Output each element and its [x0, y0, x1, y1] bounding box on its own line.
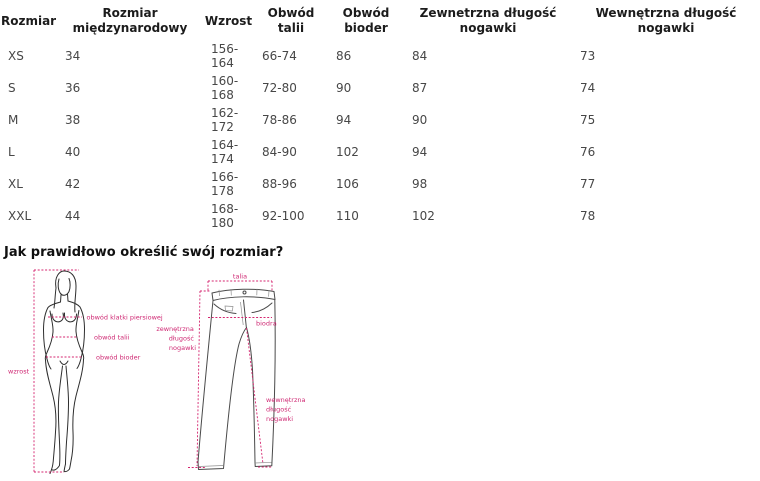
table-cell: 106: [336, 177, 359, 191]
column-header-wzrost: Wzrost: [204, 13, 253, 28]
measurement-diagram-svg: [0, 262, 760, 481]
measurement-diagram: [0, 262, 760, 481]
torso-right: [76, 311, 84, 360]
inner-length-label-line3: nogawki: [266, 415, 294, 423]
waist-label: obwód talii: [94, 333, 130, 342]
table-cell: 78-86: [262, 113, 297, 127]
table-cell: 162-172: [211, 106, 239, 134]
table-cell: 92-100: [262, 209, 305, 223]
table-cell: 168-180: [211, 202, 239, 230]
face-outline: [58, 279, 70, 296]
table-row-l: [0, 136, 760, 168]
inner-length-label-line2: długość: [266, 405, 292, 414]
table-header-row: [0, 2, 760, 40]
crotch-line: [60, 361, 68, 365]
height-label: wzrost: [8, 367, 30, 376]
right-leg-inner: [66, 366, 69, 464]
right-foot: [64, 464, 70, 472]
table-cell: 38: [65, 113, 81, 127]
table-cell: 102: [412, 209, 435, 223]
table-cell: M: [8, 113, 19, 127]
left-leg-outer: [46, 360, 56, 474]
table-cell: L: [8, 145, 15, 159]
table-cell: 77: [580, 177, 596, 191]
table-cell: 84: [412, 49, 428, 63]
left-leg-inner: [58, 366, 62, 465]
table-cell: 166-178: [211, 170, 239, 198]
table-cell: XL: [8, 177, 23, 191]
torso-left: [45, 311, 53, 360]
pants-sketch: [198, 289, 275, 470]
table-cell: S: [8, 81, 16, 95]
table-cell: 66-74: [262, 49, 297, 63]
table-cell: 90: [412, 113, 428, 127]
inner-length-label-line1: wewnętrzna: [266, 396, 306, 404]
inner-length-label: [266, 396, 308, 423]
table-cell: 36: [65, 81, 81, 95]
pants-measurements: [156, 273, 307, 468]
table-cell: 88-96: [262, 177, 297, 191]
table-cell: 74: [580, 81, 596, 95]
left-leg-outline: [198, 301, 247, 470]
hair-left: [54, 288, 56, 308]
column-header-zewnetrzna-dlugosc: Zewnetrzna długość nogawki: [419, 6, 557, 35]
table-cell: 110: [336, 209, 359, 223]
table-cell: 40: [65, 145, 81, 159]
column-header-wewnetrzna-dlugosc: Wewnętrzna długość nogawki: [595, 6, 737, 35]
right-leg-outer: [70, 360, 84, 470]
table-cell: 73: [580, 49, 596, 63]
table-cell: 94: [336, 113, 352, 127]
section-heading: Jak prawidłowo określić swój rozmiar?: [4, 245, 284, 260]
waist-button: [243, 291, 246, 294]
table-cell: 98: [412, 177, 428, 191]
table-cell: 90: [336, 81, 352, 95]
size-table: [0, 2, 760, 232]
table-cell: 164-174: [211, 138, 239, 166]
column-header-obwod-bioder: Obwód bioder: [342, 6, 390, 35]
outer-length-label-line1: zewnętrzna: [156, 325, 194, 333]
hair-outline: [56, 271, 76, 312]
table-cell: 102: [336, 145, 359, 159]
hips-label: obwód bioder: [96, 353, 141, 362]
table-cell: 156-164: [211, 42, 239, 70]
pants-waist-label: talia: [232, 272, 248, 281]
table-cell: 78: [580, 209, 596, 223]
outer-length-label-line2: długość: [168, 334, 194, 343]
coin-pocket: [225, 306, 233, 311]
fly-seam: [244, 300, 247, 327]
outer-length-label-line3: nogawki: [168, 344, 196, 352]
table-row-xl: [0, 168, 760, 200]
table-cell: 42: [65, 177, 81, 191]
pants-hips-label: biodra: [256, 319, 277, 328]
column-header-rozmiar: Rozmiar: [1, 13, 57, 28]
chest-label: obwód klatki piersiowej: [86, 313, 163, 322]
column-header-obwod-talii: Obwód talii: [267, 6, 315, 35]
table-cell: XS: [8, 49, 24, 63]
table-cell: 160-168: [211, 74, 239, 102]
table-cell: 84-90: [262, 145, 297, 159]
table-cell: 75: [580, 113, 596, 127]
front-pockets: [214, 303, 272, 314]
table-row-xxl: [0, 200, 760, 232]
table-cell: XXL: [8, 209, 32, 223]
table-cell: 87: [412, 81, 428, 95]
woman-sketch: [44, 271, 85, 474]
fly-stitch: [241, 302, 244, 325]
column-header-rozmiar-miedzynarodowy: Rozmiar międzynarodowy: [72, 6, 188, 35]
table-row-m: [0, 104, 760, 136]
table-row-s: [0, 72, 760, 104]
table-cell: 72-80: [262, 81, 297, 95]
table-cell: 86: [336, 49, 352, 63]
table-cell: 34: [65, 49, 81, 63]
table-cell: 76: [580, 145, 596, 159]
table-row-xs: [0, 40, 760, 72]
table-cell: 94: [412, 145, 428, 159]
table-cell: 44: [65, 209, 81, 223]
woman-measurements: [8, 270, 163, 472]
outer-length-label: [156, 325, 196, 352]
